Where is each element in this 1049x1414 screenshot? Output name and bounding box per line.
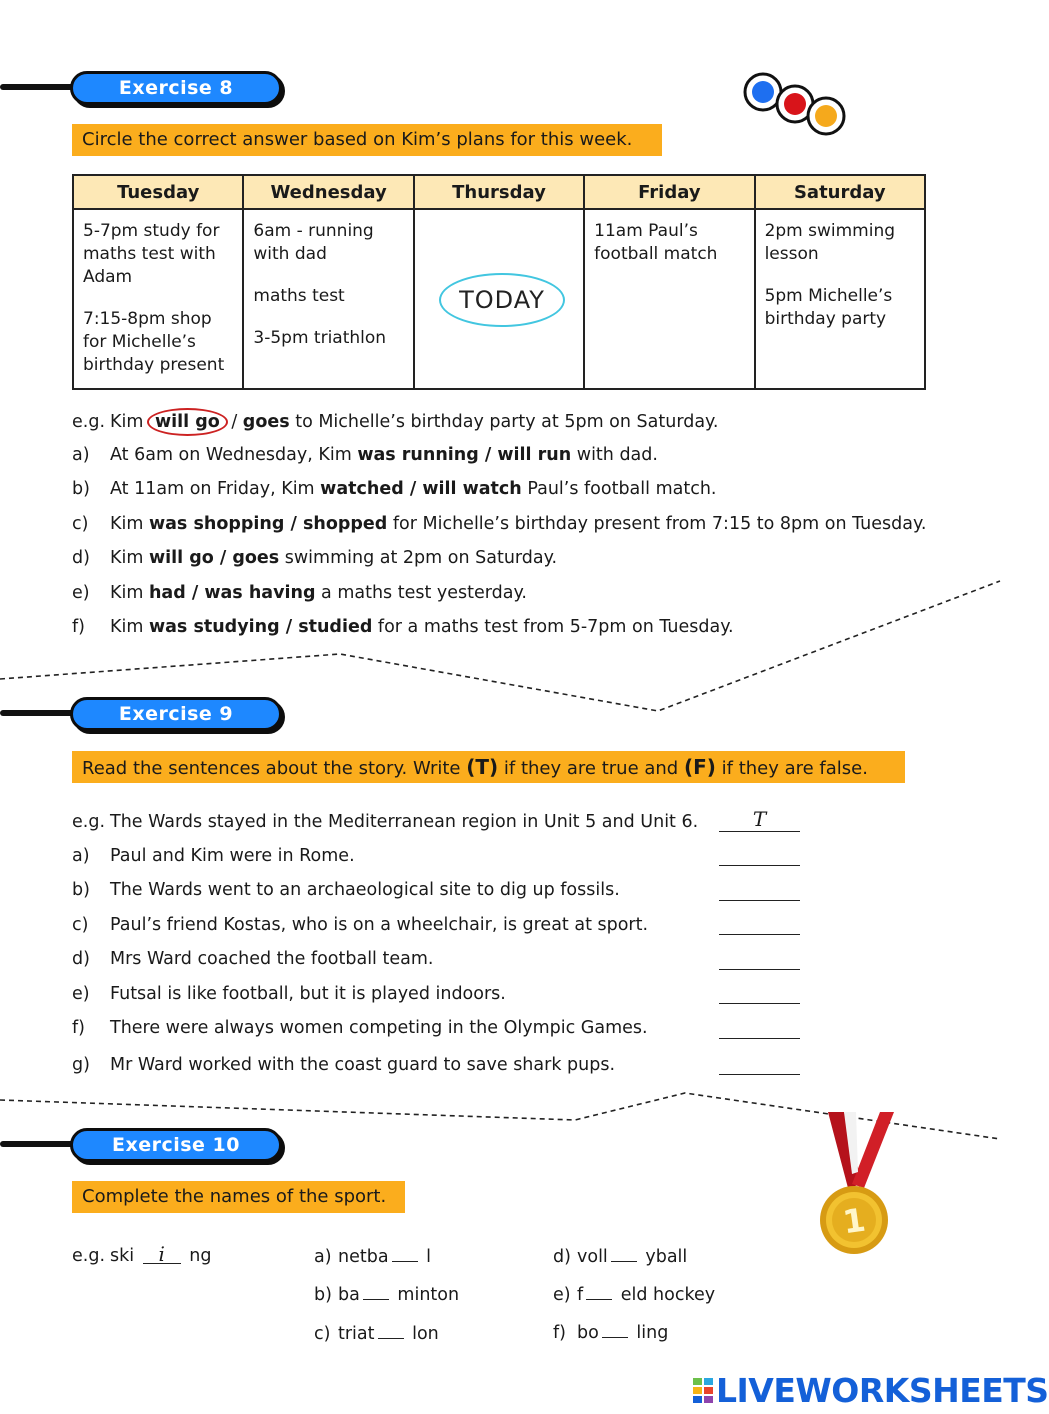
header-saturday: Saturday (755, 175, 925, 209)
item-text: minton (391, 1285, 460, 1305)
exercise-10-instruction: Complete the names of the sport. (72, 1181, 405, 1213)
item-text: ba (338, 1285, 360, 1305)
item-text: yball (639, 1247, 688, 1267)
ex10-example (72, 1244, 211, 1268)
item-label: b) (314, 1285, 332, 1305)
option-circled[interactable]: will go (147, 408, 228, 436)
item-text: At 6am on Wednesday, Kim (110, 445, 358, 465)
exercise-10-title: Exercise 10 (70, 1128, 282, 1162)
item-text: There were always women competing in the Olympic Games. (110, 1018, 648, 1038)
blank-field[interactable] (378, 1321, 404, 1339)
separator: / (279, 617, 299, 637)
blank-field[interactable]: i (143, 1246, 181, 1264)
ex9-item-d (72, 947, 433, 971)
item-label: f) (553, 1323, 566, 1343)
item-label: b) (72, 880, 90, 900)
item-text: netba (338, 1247, 389, 1267)
answer-field[interactable] (719, 842, 800, 866)
tuesday-plan: 7:15-8pm shop for Michelle’s birthday present (83, 309, 225, 375)
option[interactable]: will go (148, 548, 214, 568)
ex10-item-e (553, 1282, 715, 1307)
item-text: ling (630, 1323, 669, 1343)
cell-wednesday (243, 209, 413, 389)
option[interactable]: goes (232, 548, 280, 568)
item-label: d) (72, 949, 90, 969)
option[interactable]: was shopping (148, 514, 285, 534)
friday-plan: 11am Paul’s football match (594, 221, 718, 264)
item-label: g) (72, 1055, 90, 1075)
item-text: for a maths test from 5-7pm on Tuesday. (372, 617, 734, 637)
item-text: bo (577, 1323, 599, 1343)
false-mark: (F) (683, 755, 716, 779)
ex9-item-c (72, 913, 648, 937)
ex9-item-f (72, 1016, 648, 1040)
item-label: b) (72, 479, 90, 499)
item-text: Kim (110, 514, 149, 534)
item-label: d) (72, 548, 90, 568)
ex8-item-b (72, 477, 716, 501)
item-label: e.g. (72, 812, 106, 832)
item-text: The Wards stayed in the Mediterranean region in Unit 5 and Unit 6. (110, 812, 699, 832)
ex9-item-e (72, 982, 506, 1006)
option[interactable]: will watch (422, 479, 522, 499)
separator: / (185, 583, 205, 603)
answer-field[interactable] (719, 911, 800, 935)
instruction-text: if they are true and (498, 758, 684, 779)
item-text: Futsal is like football, but it is played indoors. (110, 984, 506, 1004)
item-text: eld hockey (615, 1285, 716, 1305)
item-text: lon (406, 1324, 439, 1344)
item-text: Mrs Ward coached the football team. (110, 949, 434, 969)
item-text: with dad. (571, 445, 658, 465)
answer-field[interactable] (719, 1051, 800, 1075)
option[interactable]: studied (298, 617, 373, 637)
item-label: c) (72, 915, 89, 935)
liveworksheets-logo[interactable]: LIVEWORKSHEETS (716, 1371, 1049, 1410)
item-text: for Michelle’s birthday present from 7:15 to 8pm on Tuesday. (387, 514, 927, 534)
item-label: c) (72, 514, 89, 534)
blank-field[interactable] (392, 1244, 418, 1262)
ex8-example (72, 408, 718, 436)
item-label: e) (72, 984, 90, 1004)
wednesday-plan: 3-5pm triathlon (253, 328, 387, 348)
today-label: TODAY (439, 273, 565, 327)
ex10-item-d (553, 1244, 687, 1269)
option[interactable]: will run (497, 445, 572, 465)
ex9-item-g (72, 1053, 615, 1077)
option[interactable]: goes (242, 412, 290, 432)
answer-field[interactable]: T (719, 808, 800, 832)
item-label: e.g. (72, 412, 106, 432)
blank-field[interactable] (602, 1320, 628, 1338)
option[interactable]: was studying (148, 617, 280, 637)
item-label: c) (314, 1324, 331, 1344)
item-label: e.g. (72, 1246, 106, 1266)
item-text: to Michelle’s birthday party at 5pm on Saturday. (289, 412, 719, 432)
item-text: ng (183, 1246, 212, 1266)
separator: / (213, 548, 233, 568)
item-text: At 11am on Friday, Kim (110, 479, 321, 499)
blank-field[interactable] (611, 1244, 637, 1262)
three-dots-icon (740, 70, 850, 138)
exercise-8-title: Exercise 8 (70, 71, 282, 105)
exercise-8-instruction: Circle the correct answer based on Kim’s plans for this week. (72, 124, 662, 156)
item-text: ski (110, 1246, 140, 1266)
answer-field[interactable] (719, 980, 800, 1004)
item-text: Mr Ward worked with the coast guard to save shark pups. (110, 1055, 616, 1075)
item-text: l (420, 1247, 431, 1267)
ex10-item-b (314, 1282, 459, 1307)
item-label: e) (553, 1285, 571, 1305)
item-text: Kim (110, 548, 149, 568)
wednesday-plan: maths test (253, 286, 345, 306)
item-label: a) (72, 846, 90, 866)
ex10-item-a (314, 1244, 431, 1269)
blank-field[interactable] (586, 1282, 612, 1300)
ex9-item-a (72, 844, 355, 868)
true-mark: (T) (466, 755, 499, 779)
option[interactable]: was running (357, 445, 479, 465)
item-text: Kim (110, 412, 149, 432)
separator: / (284, 514, 303, 534)
answer-field[interactable] (719, 877, 800, 901)
separator: / (225, 412, 243, 432)
tuesday-plan: 5-7pm study for maths test with Adam (83, 221, 220, 287)
ex8-item-a (72, 443, 658, 467)
item-text: Paul’s football match. (521, 479, 717, 499)
item-text: triat (338, 1324, 375, 1344)
item-label: d) (553, 1247, 571, 1267)
item-text: Paul’s friend Kostas, who is on a wheelchair, is great at sport. (110, 915, 649, 935)
item-label: a) (72, 445, 90, 465)
exercise-9-line (0, 710, 80, 716)
blank-field[interactable] (363, 1282, 389, 1300)
instruction-text: Read the sentences about the story. Write (82, 758, 467, 779)
ex8-item-d (72, 546, 557, 570)
cell-tuesday (73, 209, 243, 389)
ex10-item-f (553, 1320, 668, 1345)
option[interactable]: shopped (302, 514, 388, 534)
instruction-text: if they are false. (715, 758, 868, 779)
answer-field[interactable] (719, 946, 800, 970)
exercise-10-line (0, 1141, 80, 1147)
item-text: voll (577, 1247, 608, 1267)
item-label: f) (72, 617, 85, 637)
item-text: f (577, 1285, 584, 1305)
wednesday-plan: 6am - running with dad (253, 221, 374, 264)
cell-saturday (755, 209, 925, 389)
item-label: e) (72, 583, 90, 603)
exercise-8-line (0, 84, 80, 90)
item-text: Paul and Kim were in Rome. (110, 846, 355, 866)
gold-medal-icon (808, 1112, 900, 1262)
option[interactable]: watched (320, 479, 404, 499)
item-label: a) (314, 1247, 332, 1267)
saturday-plan: 5pm Michelle’s birthday party (764, 286, 893, 329)
answer-field[interactable] (719, 1015, 800, 1039)
liveworksheets-logo-icon (693, 1378, 713, 1404)
header-tuesday: Tuesday (73, 175, 243, 209)
ex9-item-b (72, 878, 620, 902)
item-text: swimming at 2pm on Saturday. (279, 548, 558, 568)
item-label: f) (72, 1018, 85, 1038)
ex10-item-c (314, 1321, 439, 1346)
ex9-example (72, 810, 698, 834)
cell-friday (584, 209, 754, 389)
option[interactable]: had (148, 583, 186, 603)
separator: / (403, 479, 423, 499)
option[interactable]: was having (204, 583, 316, 603)
ex8-item-c (72, 512, 926, 536)
svg-text:1: 1 (840, 1200, 868, 1242)
separator: / (478, 445, 498, 465)
item-text: a maths test yesterday. (315, 583, 527, 603)
header-wednesday: Wednesday (243, 175, 413, 209)
saturday-plan: 2pm swimming lesson (764, 221, 896, 264)
header-thursday: Thursday (414, 175, 584, 209)
item-text: Kim (110, 617, 149, 637)
exercise-9-instruction (72, 751, 905, 783)
exercise-9-title: Exercise 9 (70, 697, 282, 731)
item-text: Kim (110, 583, 149, 603)
header-friday: Friday (584, 175, 754, 209)
item-text: The Wards went to an archaeological site to dig up fossils. (110, 880, 620, 900)
